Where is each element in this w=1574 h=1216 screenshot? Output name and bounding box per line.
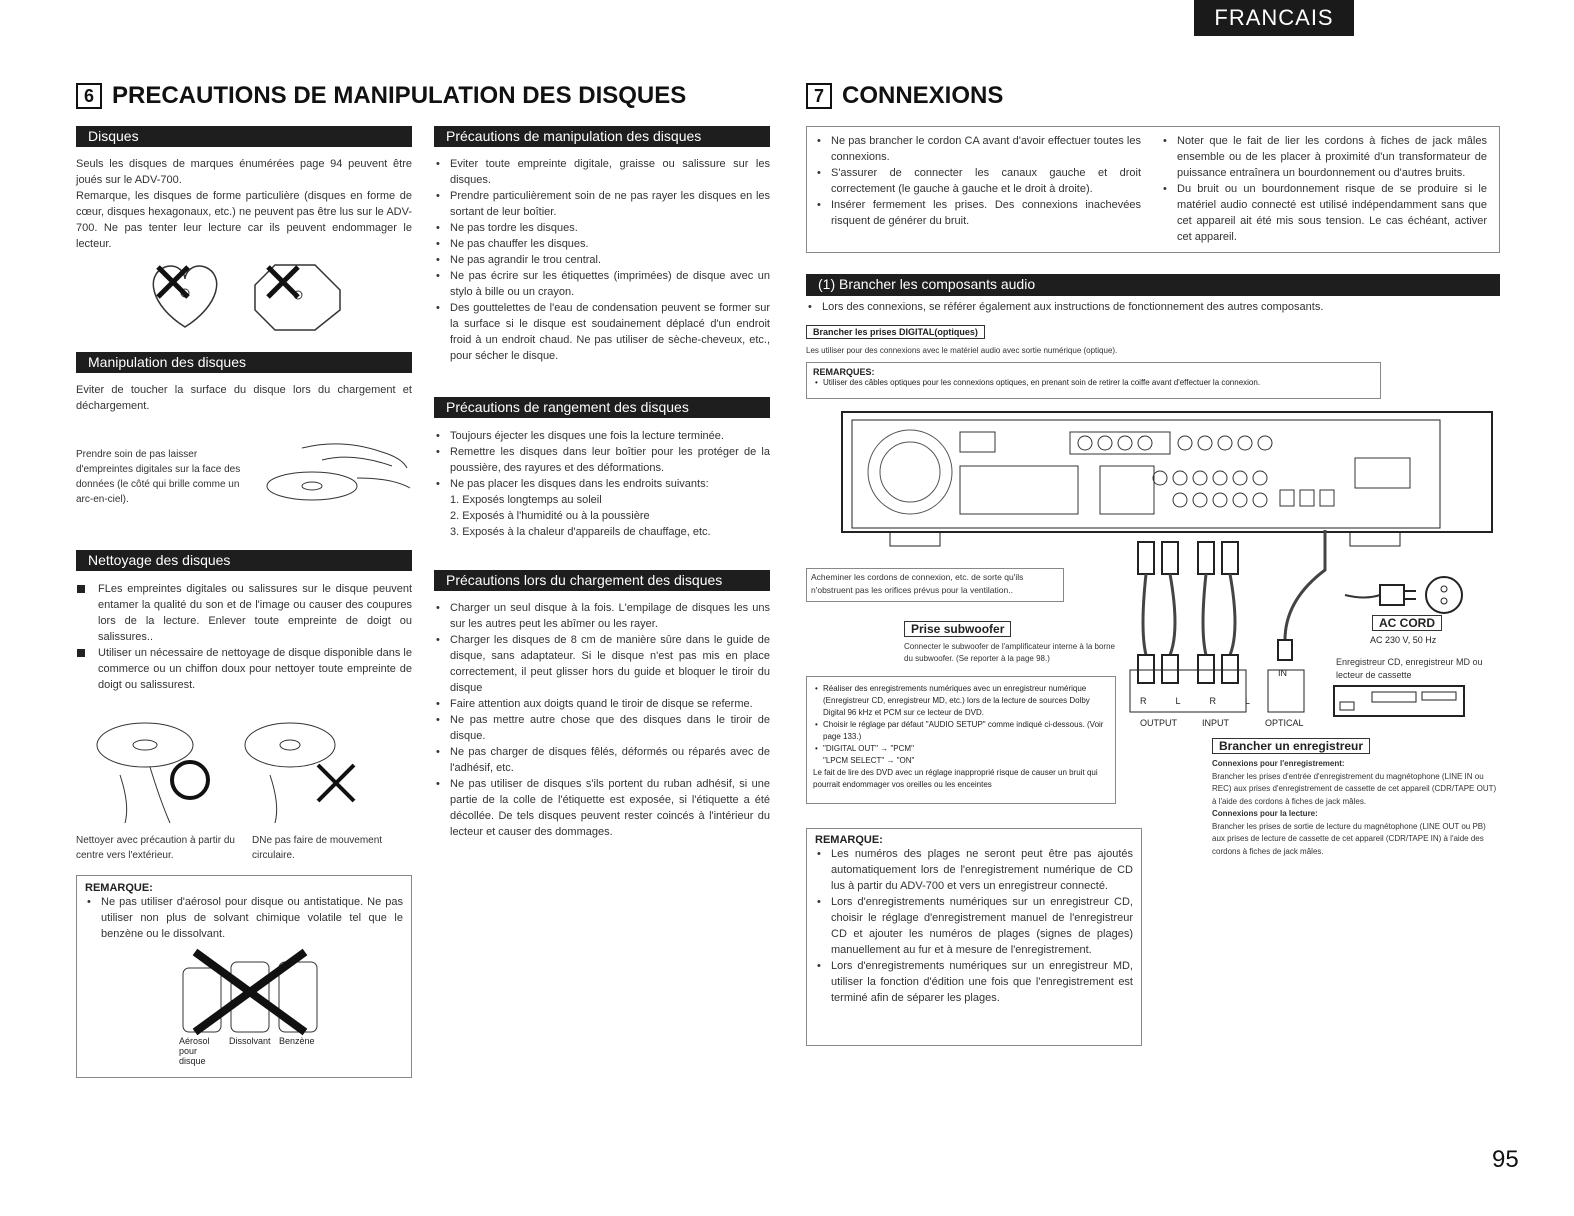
hand-holding-disc-illustration xyxy=(262,438,412,508)
list-item: • S'assurer de connecter les canaux gauche et droit correctement (le gauche à gauche et le droit à droite). xyxy=(815,165,1141,197)
disc-cleaning-illustration xyxy=(90,705,390,825)
list-item: • Ne pas utiliser de disques s'ils portent du ruban adhésif, si une partie de la colle de l'étiquette est exposée, si l'étiquette a été décollée. De tels disques peuvent rester coincés à l'intérieur du lecteur et causer des dommages. xyxy=(434,776,770,840)
list-item: • Lors d'enregistrements numériques sur un enregistreur MD, utiliser la fonction d'édition une fois que l'enregistrement est terminé afin de séparer les plages. xyxy=(815,958,1133,1006)
disques-p2: Remarque, les disques de forme particulière (disques en forme de cœur, disques hexagonaux, etc.) ne peuvent pas être lus sur le ADV-700. Ne pas tenter leur lecture car ils peuvent endommager le lecteur. xyxy=(76,190,412,250)
list-item: • Ne pas placer les disques dans les endroits suivants: xyxy=(434,476,770,492)
list-item: • "DIGITAL OUT" → "PCM" xyxy=(813,743,1109,755)
connexions-intro-box xyxy=(806,126,1500,253)
intro-left-list xyxy=(815,133,1141,246)
digital-text: Les utiliser pour des connexions avec le matériel audio avec sortie numérique (optique). xyxy=(806,346,1118,355)
list-item: • Lors d'enregistrements numériques sur un enregistreur CD, choisir le réglage d'enregistrement manuel de l'enregistreur CD et ajouter les numéros de plages (signes de plages) manuellement au fur et à mesure de l'enregistrement. xyxy=(815,894,1133,958)
list-item: • Ne pas mettre autre chose que des disques dans le tiroir de disque. xyxy=(434,712,770,744)
list-item: • Faire attention aux doigts quand le tiroir de disque se referme. xyxy=(434,696,770,712)
manipulation-heading: Manipulation des disques xyxy=(76,352,412,373)
list-item: • Prendre particulièrement soin de ne pas rayer les disques en les sortant de leur boîtier. xyxy=(434,188,770,220)
list-item: FLes empreintes digitales ou salissures sur le disque peuvent entamer la qualité du son et de l'image ou causer des coupures lors de la lecture. Enlever toute empreinte de doigt ou salissures.. xyxy=(76,581,412,645)
list-item: • Eviter toute empreinte digitale, graisse ou salissure sur les disques. xyxy=(434,156,770,188)
play-title: Connexions pour la lecture: xyxy=(1212,809,1318,818)
odd-shape-discs-illustration xyxy=(140,255,350,335)
precautions-chargement-list xyxy=(434,600,770,840)
list-item: • Ne pas brancher le cordon CA avant d'avoir effectuer toutes les connexions. xyxy=(815,133,1141,165)
nettoyage-list xyxy=(76,581,412,693)
list-item: • Noter que le fait de lier les cordons à fiches de jack mâles ensemble ou de les placer à proximité d'un transformateur de puissance entraînera un bourdonnement ou d'autres bruits. xyxy=(1161,133,1487,181)
digital-label: Brancher les prises DIGITAL(optiques) xyxy=(806,325,985,339)
list-item: Utiliser un nécessaire de nettoyage de disque disponible dans le commerce ou un chiffon doux pour nettoyer toute empreinte de doigt ou salissurest. xyxy=(76,645,412,693)
disques-p1: Seuls les disques de marques énumérées page 94 peuvent être joués sur le ADV-700. xyxy=(76,158,412,186)
disques-text xyxy=(76,156,412,252)
remarque-title: REMARQUE: xyxy=(85,882,153,894)
disques-heading: Disques xyxy=(76,126,412,147)
digital-notes-box xyxy=(806,676,1116,804)
section6-number: 6 xyxy=(76,83,102,109)
digital-warning: Le fait de lire des DVD avec un réglage inapproprié risque de causer un bruit qui pourrait endommager vos oreilles ou les enceintes xyxy=(813,768,1098,789)
remarque-box xyxy=(76,875,412,1078)
list-item: • Ne pas agrandir le trou central. xyxy=(434,252,770,268)
jack-r: R xyxy=(1140,696,1147,706)
jack-letters xyxy=(1140,696,1250,706)
rec-title: Connexions pour l'enregistrement: xyxy=(1212,759,1345,768)
ventilation-note: Acheminer les cordons de connexion, etc. de sorte qu'ils n'obstruent pas les orifices prévus pour la ventilation.. xyxy=(806,568,1064,602)
list-item: • Ne pas tordre les disques. xyxy=(434,220,770,236)
ac-plug-icon xyxy=(1340,575,1470,620)
jack-l: L xyxy=(1244,696,1250,706)
remarque2-title: REMARQUE: xyxy=(815,834,883,846)
list-item: • Du bruit ou un bourdonnement risque de se produire si le matériel audio connecté est utilisé indépendamment sans que cet appareil ait été mis sous tension. Le cas échéant, activer cet appareil. xyxy=(1161,181,1487,245)
rca-cables-diagram xyxy=(1080,530,1360,720)
cleaning-caption-ok: Nettoyer avec précaution à partir du centre vers l'extérieur. xyxy=(76,835,235,861)
jack-in: IN xyxy=(1278,668,1287,678)
digital-notes-list xyxy=(813,683,1109,755)
section7-heading xyxy=(806,82,1003,110)
list-item: • Charger les disques de 8 cm de manière sûre dans le guide de disque, sans adaptateur. Si le disque n'est pas mis en place correctement, il peut glisser hors du guide et bloquer le tiroir du disque xyxy=(434,632,770,696)
list-item: • Toujours éjecter les disques une fois la lecture terminée. xyxy=(434,428,770,444)
play-text: Brancher les prises de sortie de lecture du magnétophone (LINE OUT ou PB) aux prises de lecture de cassette de cet appareil (CDR/TAPE IN) à l'aide des cordons à fiches de jack mâles. xyxy=(1212,821,1486,856)
intro-right-list xyxy=(1161,133,1487,246)
list-item: 3. Exposés à la chaleur d'appareils de chauffage, etc. xyxy=(450,526,711,538)
remarque2-box xyxy=(806,828,1142,1046)
remarques-box xyxy=(806,362,1381,399)
list-item: • Ne pas utiliser d'aérosol pour disque ou antistatique. Ne pas utiliser non plus de solvant chimique volatile tel que le benzène ou le dissolvant. xyxy=(85,894,403,942)
precautions-rangement-heading: Précautions de rangement des disques xyxy=(434,397,770,418)
manipulation-text: Eviter de toucher la surface du disque lors du chargement et déchargement. xyxy=(76,384,412,412)
digital-note-lpcm: "LPCM SELECT" → "ON" xyxy=(823,756,915,765)
brancher-heading: (1) Brancher les composants audio xyxy=(806,274,1500,296)
section6-title: PRECAUTIONS DE MANIPULATION DES DISQUES xyxy=(112,82,687,109)
remarques-title: REMARQUES: xyxy=(813,367,875,377)
cleaning-caption-ng: DNe pas faire de mouvement circulaire. xyxy=(252,835,383,861)
precautions-rangement-body xyxy=(434,428,770,540)
precautions-chargement-heading: Précautions lors du chargement des disques xyxy=(434,570,770,591)
list-item: 1. Exposés longtemps au soleil xyxy=(450,494,602,506)
precautions-manip-heading: Précautions de manipulation des disques xyxy=(434,126,770,147)
list-item: • Lors des connexions, se référer également aux instructions de fonctionnement des autres composants. xyxy=(806,299,1500,315)
section7-title: CONNEXIONS xyxy=(842,82,1004,109)
language-tab: FRANCAIS xyxy=(1194,0,1354,36)
list-item: • Insérer fermement les prises. Des connexions inachevées risquent de générer du bruit. xyxy=(815,197,1141,229)
remarque-list xyxy=(85,894,403,942)
list-item: • Ne pas chauffer les disques. xyxy=(434,236,770,252)
list-item: • Charger un seul disque à la fois. L'empilage de disques les uns sur les autres peut les abîmer ou les rayer. xyxy=(434,600,770,632)
remarques-list xyxy=(813,377,1374,388)
bottle-label: Aérosol pour disque xyxy=(179,1036,210,1066)
bottle-label: Dissolvant xyxy=(229,1036,271,1046)
precautions-manip-list xyxy=(434,156,770,364)
list-item: • Les numéros des plages ne seront peut être pas ajoutés automatiquement lors de l'enregistrement numérique de CD lus à partir du ADV-700 et vers un enregistreur connecté. xyxy=(815,846,1133,894)
nettoyage-heading: Nettoyage des disques xyxy=(76,550,412,571)
recorder-text xyxy=(1212,758,1500,858)
list-item: • Utiliser des câbles optiques pour les connexions optiques, en prenant soin de retirer la coiffe avant d'effectuer la connexion. xyxy=(813,377,1374,388)
label-optical: OPTICAL xyxy=(1265,718,1304,728)
label-output: OUTPUT xyxy=(1140,718,1177,728)
recorder-caption: Enregistreur CD, enregistreur MD ou lecteur de cassette xyxy=(1336,657,1483,680)
section7-number: 7 xyxy=(806,83,832,109)
subwoofer-text: Connecter le subwoofer de l'amplificateur interne à la borne du subwoofer. (Se reporter à la page 98.) xyxy=(904,642,1115,663)
list-item: • Choisir le réglage par défaut "AUDIO SETUP" comme indiqué ci-dessous. (Voir page 133.) xyxy=(813,719,1109,743)
list-item: • Ne pas écrire sur les étiquettes (imprimées) de disque avec un stylo à bille ou un crayon. xyxy=(434,268,770,300)
section6-heading xyxy=(76,82,686,110)
recorder-device-icon xyxy=(1332,682,1466,720)
list-item: • Des gouttelettes de l'eau de condensation peuvent se former sur la surface si le disque est soudainement déplacé d'un endroit froid à un endroit chaud. Ne pas utiliser de sèche-cheveux, etc., pour sécher le disque. xyxy=(434,300,770,364)
list-item: • Réaliser des enregistrements numériques avec un enregistreur numérique (Enregistreur CD, enregistreur MD, etc.) lors de la lecture de sources Dolby Digital 96 kHz et PCM sur ce lecteur de DVD. xyxy=(813,683,1109,719)
subwoofer-label: Prise subwoofer xyxy=(904,621,1011,637)
list-item: 2. Exposés à l'humidité ou à la poussière xyxy=(450,510,650,522)
remarque2-list xyxy=(815,846,1133,1006)
jack-l: L xyxy=(1175,696,1181,706)
brancher-list xyxy=(806,299,1500,315)
chemicals-illustration xyxy=(175,946,325,1036)
list-item: • Remettre les disques dans leur boîtier pour les protéger de la poussière, des rayures et des déformations. xyxy=(434,444,770,476)
jack-r: R xyxy=(1209,696,1216,706)
bottle-label: Benzène xyxy=(279,1036,315,1046)
ac-cord-label: AC CORD xyxy=(1372,615,1442,631)
ac-cord-spec: AC 230 V, 50 Hz xyxy=(1370,635,1437,645)
page-number: 95 xyxy=(1492,1146,1519,1173)
manipulation-caption: Prendre soin de pas laisser d'empreintes digitales sur la face des données (le côté qui brille comme un arc-en-ciel). xyxy=(76,449,241,505)
recorder-label: Brancher un enregistreur xyxy=(1212,738,1370,754)
list-item: • Ne pas charger de disques fêlés, déformés ou réparés avec de l'adhésif, etc. xyxy=(434,744,770,776)
label-input: INPUT xyxy=(1202,718,1229,728)
rec-text: Brancher les prises d'entrée d'enregistrement du magnétophone (LINE IN ou REC) aux prises d'enregistrement de cassette de cet appareil (CDR/TAPE OUT) à l'aide des cordons à fiches de jack mâles. xyxy=(1212,771,1497,806)
